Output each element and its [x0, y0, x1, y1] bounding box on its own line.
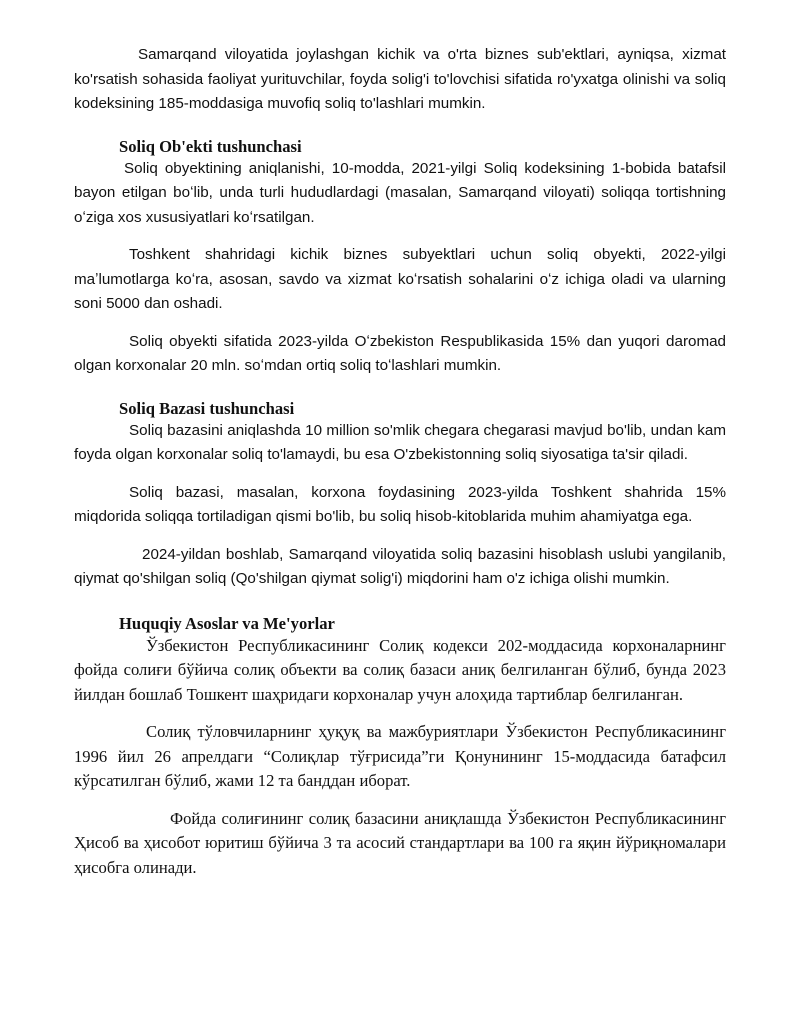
paragraph-4: Soliq obyekti sifatida 2023-yilda Oʻzbekiston Respublikasida 15% dan yuqori daromad olgan korxonalar 20 mln. soʻmdan ortiq soliq toʻlashlari mumkin.: [74, 332, 726, 374]
paragraph-2: Soliq obyektining aniqlanishi, 10-modda, 2021-yilgi Soliq kodeksining 1-bobida batafsil bayon etilgan boʻlib, unda turli hududlardagi (masalan, Samarqand viloyati) soliqqa tortishning oʻziga xos xususiyatlari koʻrsatilgan.: [74, 159, 726, 226]
paragraph-7: 2024-yildan boshlab, Samarqand viloyatida soliq bazasini hisoblash uslubi yangilanib, qiymat qo'shilgan soliq (Qo'shilgan qiymat solig'i) miqdorini ham o'z ichiga olishi mumkin.: [74, 545, 726, 587]
document-page: [74, 40, 726, 880]
heading-huquqiy-asoslar: Huquqiy Asoslar va Me'yorlar: [119, 613, 335, 633]
paragraph-6: Soliq bazasi, masalan, korxona foydasining 2023-yilda Toshkent shahrida 15% miqdorida soliqqa tortiladigan qismi bo'lib, bu soliq hisob-kitoblarida muhim ahamiyatga ega.: [74, 483, 726, 525]
paragraph-5: Soliq bazasini aniqlashda 10 million so'mlik chegara chegarasi mavjud bo'lib, undan kam foyda olgan korxonalar soliq to'lamaydi, bu esa O'zbekistonning soliq siyosatiga ta'sir qiladi.: [74, 421, 726, 463]
paragraph-3: Toshkent shahridagi kichik biznes subyektlari uchun soliq obyekti, 2022-yilgi maʼlumotlarga koʻra, asosan, savdo va xizmat koʻrsatish sohalarini oʻz ichiga oladi va ularning soni 5000 dan oshadi.: [74, 246, 726, 312]
paragraph-10: Фойда солиғининг солиқ базасини аниқлашда Ўзбекистон Республикасининг Ҳисоб ва ҳисобот юритиш бўйича 3 та асосий стандартлари ва 100 га яқин йўриқномалари ҳисобга олинади.: [74, 808, 726, 877]
paragraph-9: Солиқ тўловчиларнинг ҳуқуқ ва мажбуриятлари Ўзбекистон Республикасининг 1996 йил 26 апрелдаги “Солиқлар тўғрисида”ги Қонунининг 15-моддасида батафсил кўрсатилган бўлиб, жами 12 та банддан иборат.: [74, 722, 726, 790]
heading-soliq-bazasi: Soliq Bazasi tushunchasi: [119, 398, 295, 418]
heading-soliq-obekti: Soliq Ob'ekti tushunchasi: [119, 136, 302, 156]
paragraph-1: Samarqand viloyatida joylashgan kichik va o'rta biznes sub'ektlari, ayniqsa, xizmat ko'rsatish sohasida faoliyat yurituvchilar, foyda solig'i to'lovchisi sifatida ro'yxatga olinishi va soliq kodeksining 185-moddasiga muvofiq soliq to'lashlari mumkin.: [74, 46, 726, 112]
paragraph-8: Ўзбекистон Республикасининг Солиқ кодекси 202-моддасида корхоналарнинг фойда солиғи бўйича солиқ объекти ва солиқ базаси аниқ белгиланган бўлиб, бунда 2023 йилдан бошлаб Тошкент шаҳридаги корхоналар учун алоҳида тартиблар белгиланган.: [74, 635, 726, 704]
